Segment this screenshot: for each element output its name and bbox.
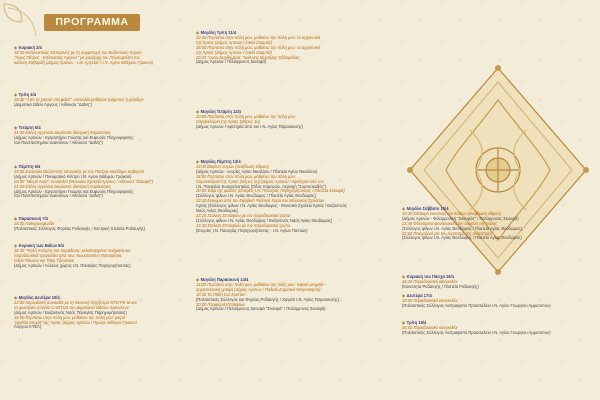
- event-title: 21:00 Ελένη Αγγελίνα Δουλιανα: θεατρική παράσταση: [14, 183, 111, 189]
- event-place: (Δήμος Αρτεών / Πελόφρονος Σκουφά): [196, 59, 267, 65]
- event-place: (Κοινότητα Ροδαυγής / Πλατεία Ροδαυγής): [402, 283, 479, 289]
- event-place: (Σύλλογος φίλων Ι.Ν. Αγίας Θεοδώρας / Πλατεία Αγίας Θεοδώρας): [402, 235, 522, 241]
- day-heading-text: Μεγάλη Τρίτη 11/4: [200, 30, 237, 35]
- day-heading-text: Μεγάλη Πέμπτη 13/4: [200, 159, 241, 164]
- event-day-block: [14, 244, 131, 269]
- event-title: 11:00 Περπατώ στην πόλη μου, μαθαίνω την πόλη μου: ταφικά μνημεία -: [196, 281, 326, 287]
- event-title: Όλγα Παυγου και Τάκη Τζιουτάκο: [14, 257, 75, 263]
- diamond-bullet-icon: ◆: [196, 30, 200, 35]
- event-day-block: [196, 278, 339, 312]
- event-place: (Δήμος Αρτεών / Πελόφρονος Σκουφά "Σκουφά" / Πελόφρονος Σκουφά): [196, 306, 326, 312]
- day-heading-text: Μεγάλο Σάββατο 15/4: [406, 206, 449, 211]
- day-heading-text: Μεγάλη Παρασκευή 14/4: [200, 277, 249, 282]
- event-place: (Ενορίες Ι.Ν. Παναγίας Παρηγορήτισσας - Ι.Ν. Αγίων Παντών): [196, 227, 308, 233]
- diamond-bullet-icon: ◆: [196, 277, 200, 282]
- day-heading-text: Μεγάλη Τετάρτη 12/4: [200, 109, 241, 114]
- event-title: 20:00 Περιφορά Επιταφίων: [196, 301, 246, 307]
- event-title: 18:00 Περπατώ στην πόλη μου, μαθαίνω την πόλη μου: μικρά: [14, 314, 125, 320]
- event-title: 16:30 Παραδοσιακό κανγκελίοι: [402, 278, 458, 284]
- event-title: 18:30 "Ψηλή ποίησης και παράδοση: μελοποιημένα ποιήματα και: [14, 247, 131, 253]
- event-place: Άρτας (Σύλλογος φίλων Ι.Ν. Αγίας Θεοδώρας - Μουσικό Σχολείο Άρτας / Βυζαντινός: [196, 203, 347, 209]
- event-title: 19:30 Σπάσιμο κανατιών και πιάτων (αναβίωση εθίμου): [402, 210, 502, 216]
- event-day-block: [402, 294, 551, 309]
- diamond-bullet-icon: ◆: [14, 92, 18, 97]
- event-place: του Πανεπιστημίου Ιωαννίνων / Αίθουσα "Δαΐνη"): [14, 139, 103, 145]
- event-place: Ι.Ν. Παναγίας Ευαγγελιστρίας (Οδός Κομηνών, περιοχή "Σορτσοκαδός"): [196, 183, 327, 189]
- event-day-block: [402, 321, 551, 336]
- event-title: 10:30 Περπατώ στην πόλη μου, μαθαίνω την πόλη μου: τα αρχοντικά: [196, 34, 320, 40]
- event-day-block: [14, 93, 144, 108]
- event-day-block: [14, 165, 153, 199]
- event-title: 18:30 "Από τα χαρτιά στα φιλιά": συναυλία μαθητών τμήματος εγχόρδων: [14, 96, 144, 102]
- page-title: ΠΡΟΓΡΑΜΜΑ: [55, 16, 129, 28]
- diamond-bullet-icon: ◆: [402, 206, 406, 211]
- event-place: (Δήμος Αρτεών - ενορίες Αγίου Νικολάου / Πλατεία Αγίου Νικολάου): [196, 168, 318, 174]
- day-heading-text: Δευτέρα 17/4: [406, 293, 432, 298]
- event-title: τη φωνητικό σύνολο CANTUS του Δημοτικού Ωδείου Ιωαννίνων: [14, 304, 129, 310]
- diamond-bullet-icon: ◆: [402, 293, 406, 298]
- event-title: 18:30 Κατανυκτικός Εσπερινός με τη συμμετοχή του Βυζαντινού Χορού: [14, 49, 142, 55]
- event-place: (Πολιτιστικός Σύλλογος Αιστραφυπό Πρασσαλίου Ι.Ν. Αγίου Γεωργίου Αμμοτοπου): [402, 302, 551, 308]
- event-place: του Πανεπιστημίου Ιωαννίνων / Αίθουσα "Δαΐνη"): [14, 193, 103, 199]
- event-day-block: [14, 126, 133, 146]
- diamond-bullet-icon: ◆: [14, 216, 18, 221]
- event-title: "μεγάλα ατυχία" της Άρτας (Δήμος Αρτεών / Πρώην Μέθυμα Γραικού: [14, 319, 137, 325]
- event-title: της Άρτας (Δήμος Αρτεών / Οικία Ζαρμπά): [196, 49, 272, 55]
- event-day-block: [14, 296, 137, 330]
- day-heading-text: Μεγάλη Δευτέρα 10/4: [18, 295, 60, 300]
- event-day-block: [196, 160, 347, 234]
- event-title: 18:00 Περπατώ στην πόλη μου, μαθαίνω την πόλη μου: τα αρχοντικά: [196, 44, 320, 50]
- diamond-ornament: [400, 60, 596, 280]
- event-place: Ναός Αγίας Θεοδώρας): [196, 208, 239, 214]
- day-heading-text: Τετάρτη 5/4: [18, 125, 41, 130]
- event-title: της Άρτας (Δήμος Αρτεών / Οικία Ζαρμπά): [196, 39, 272, 45]
- event-day-block: [14, 46, 153, 66]
- title-banner: [44, 14, 140, 31]
- event-title: 20:30 "Μικρά Άσια": συναυλία (Μουσικό Σχολείο Άργους / Αίθουσα "Σκουφά"): [14, 178, 154, 184]
- event-place: (Δήμος Αρτεών / Αύλειος χώρος Ι.Ν. Παναγίας Παρηγορήτισσας): [14, 262, 131, 268]
- event-place: (Πολιτιστικός Σύλλογος και Φορέας Ροδαυγής / Χαγιάτι Ι.Ν. Αγίας Παρασκευής): [196, 296, 339, 302]
- event-title: 23:45 Φλεγόμενα φανάρακια στον ουρανό της πόλης: [402, 220, 498, 226]
- day-heading-text: Κυριακή των Βαΐων 9/4: [18, 243, 64, 248]
- event-title: παρακκλήσια της Άρτας (Μέρος 1ο): [196, 118, 260, 124]
- event-title: παραδοσιακά τραγούδια από τους Κωνσταντίνο Παπαιρίτσα,: [14, 252, 123, 258]
- event-title: 19:30 Το Πάθη του Χριστού: [196, 291, 246, 297]
- event-place: (Πολιτιστικός Σύλλογος Αιστραφυπό Πρασσαλίου Ι.Ν. Αγίου Γεωργίου Αμμοτοπου): [402, 329, 551, 335]
- event-title: 16:00 Παραδοσιακό κανγκελίοι: [402, 324, 458, 330]
- event-title: 23:30 Στόλιση Επιταφίου με τον παραδοσιακό τρόπο: [196, 222, 291, 228]
- event-place: (Πολιτιστικός Σύλλογος Φορέας Ροδαυγής / Κεντρική πλατεία Ροδαυγής): [14, 225, 146, 231]
- event-place: (Δήμος Αρτεών - Εργαστήριο Γνώσης και Ευφυούς Πληροφορικής: [14, 134, 134, 140]
- event-title: 21:00 Ελένη Αγγελίνα Δουλιανα: θεατρική παράσταση: [14, 129, 111, 135]
- event-title: Ιωάννη Χαβαρδή (Δήμος Αρτεών - Ι.Μ. Αργείας / Ι.Ν. Αγίου Μάξιμου Γραικού): [14, 59, 154, 65]
- diamond-bullet-icon: ◆: [402, 320, 406, 325]
- event-title: 18:00 Παραδοσιακό κανγκελίοι: [402, 297, 458, 303]
- event-title: 19:00 Συναυλία Βυζαντινής Μουσικής με τον Πατέρα Νικόδημο Καβαρνό: [14, 168, 145, 174]
- event-place: (Δήμος Αρτεών - Φιλαρμονική "Σκουφάς" / Πελόφρονος Σκουφά): [402, 215, 519, 221]
- event-day-block: [196, 31, 320, 65]
- day-heading-text: Τρίτη 18/4: [406, 320, 427, 325]
- event-title: 23:15 Στόλιση Επιταφίου με τον παραδοσιακό τρόπο: [196, 212, 291, 218]
- diamond-bullet-icon: ◆: [14, 243, 18, 248]
- day-heading-text: Κυριακή 2/4: [18, 45, 42, 50]
- event-title: 20:00 Έθιμ της φωτιάς (Ενορίας Ι.Ν. Πανυγίας Παρηγορήτισσας / Πλατεία Σκουφά): [196, 188, 345, 194]
- day-heading-text: Τρίτη 4/4: [18, 92, 36, 97]
- event-title: αρχιτεκτονική γραφή (Δήμος Αρτεών / Παλαιά Δημοτικά Νεκροταφεία): [196, 286, 321, 292]
- event-place: (Σύλλογος φίλων Ι.Ν. Αγίας Θεοδώρας / Πλατεία Αγίας Θεοδώρας): [196, 193, 316, 199]
- event-place: πύργου ΚΤΕΛ): [14, 324, 42, 330]
- event-title: 10:00 Περπατώ στην πόλη μου, μαθαίνω την πόλη μου:: [196, 113, 296, 119]
- day-heading-text: Κυριακή του Πάσχα 16/4: [406, 274, 454, 279]
- diamond-bullet-icon: ◆: [14, 45, 18, 50]
- event-day-block: [402, 275, 479, 290]
- event-day-block: [402, 207, 522, 241]
- diamond-bullet-icon: ◆: [196, 109, 200, 114]
- event-title: 18:00 Περπατώ στην πόλη μου, μαθαίνω την πόλη μου:: [196, 173, 296, 179]
- day-heading-text: Παρασκευή 7/4: [18, 216, 48, 221]
- event-place: (Σύλλογος φίλων Ι.Ν. Αγίας Θεοδώρας / Βυζαντινός Ναός Αγίας Θεοδώρας): [196, 217, 333, 223]
- diamond-bullet-icon: ◆: [14, 125, 18, 130]
- event-place: (Δήμος Αρτεών - Εργαστήριο Γνώσης και Ευφυούς Πληροφορικής: [14, 188, 134, 194]
- event-place: (Δήμος Αρτεών / Αφετηρία από τον Ι.Ν. Αγίας Παρασκευής): [196, 123, 303, 129]
- event-title: 18:30 Λαϊκορραψωδία: [14, 220, 55, 226]
- event-title: 20:30 Ύμνοι Νυχθήμερα: "Ιωάννης Μιχαήλης Εβδομάδας: [196, 54, 300, 60]
- event-day-block: [14, 217, 145, 232]
- event-place: (Δήμος Αρτεών / Βυζαντινός Ναός Παναγίας Παρηγορήτισσας): [14, 309, 127, 315]
- corner-ornament: [2, 2, 42, 42]
- diamond-bullet-icon: ◆: [402, 274, 406, 279]
- event-day-block: [196, 110, 303, 130]
- event-place: (Σύλλογος φίλων Ι.Ν. Αγίας Θεοδώρας / Πλατεία Αγίας Θεοδώρας): [402, 225, 522, 231]
- event-title: παρακκλήσια της Άρτας (Μέρος 2ο) (Δήμος Αρτεών / Αφετηρία από τον: [196, 178, 324, 184]
- event-place: (Δήμος Αρτεών / Πνευματικό Κέντρο Ι.Ν. Αγίου Μάξιμου Γραικού): [14, 173, 132, 179]
- event-place: (Δημοτικό Ωδείο Άργους / Αίθουσα "Δαΐνη"): [14, 101, 93, 107]
- event-title: 12:00 Χορωδιακή συναυλία με τη Νεανική Ορχήστρα NTO-PE-M και: [14, 299, 137, 305]
- event-title: "Άγιος Πέτρος - Επίσκοπος Άργους" με χοράρχη τον Πρωτοψάλτη τον: [14, 54, 140, 60]
- event-title: 24:00 Πασχαλινά για τον εορτασμό της Ανάστασης: [402, 230, 493, 236]
- diamond-bullet-icon: ◆: [196, 159, 200, 164]
- event-title: 11:00 Βαφτιστ αυγών (αναβίωση εθίμου): [196, 163, 269, 169]
- diamond-bullet-icon: ◆: [14, 164, 18, 169]
- day-heading-text: Πέμπτη 6/4: [18, 164, 41, 169]
- diamond-bullet-icon: ◆: [14, 295, 18, 300]
- event-title: 22:10 Εγκώμια από τον Εφηβικό Ψαλτικό Χορό του Μουσικού Σχολείου: [196, 198, 325, 204]
